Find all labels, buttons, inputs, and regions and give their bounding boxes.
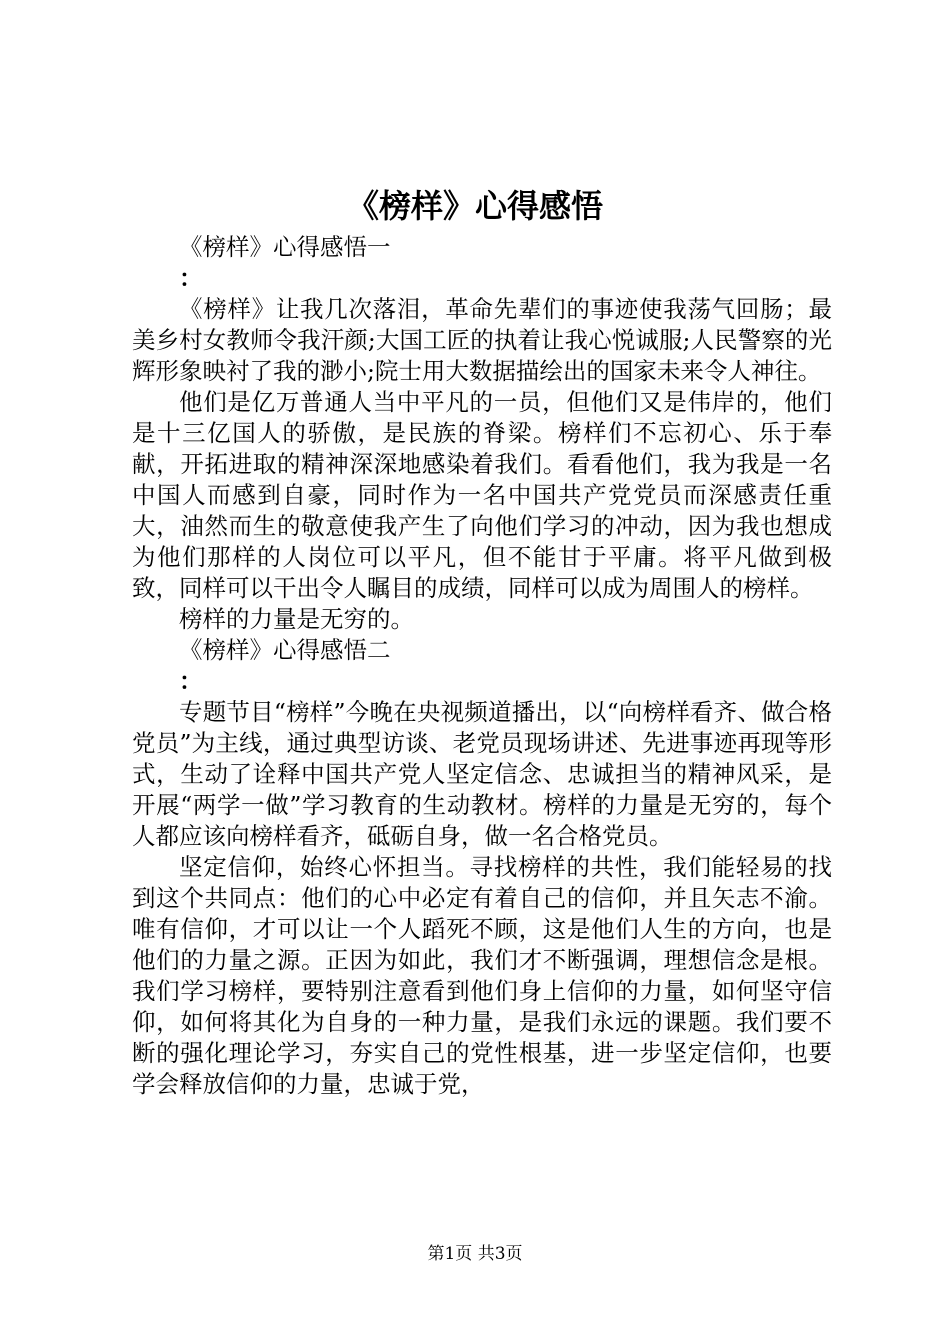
page-title: 《榜样》心得感悟	[346, 187, 603, 225]
page-footer: 第1页 共3页	[427, 1244, 523, 1264]
section-heading-2: 《榜样》心得感悟二	[179, 636, 391, 664]
body-paragraph: 坚定信仰，始终心怀担当。寻找榜样的共性，我们能轻易的找到这个共同点：他们的心中必定有着自己的信仰，并且矢志不渝。唯有信仰，才可以让一个人蹈死不顾，这是他们人生的方向，也是他们的力量之源。正因为如此，我们才不断强调，理想信念是根。我们学习榜样，要特别注意看到他们身上信仰的力量，如何坚守信仰，如何将其化为自身的一种力量，是我们永远的课题。我们要不断的强化理论学习，夯实自己的党性根基，进一步坚定信仰，也要学会释放信仰的力量，忠诚于党，	[132, 853, 832, 1098]
section-heading-1: 《榜样》心得感悟一	[179, 233, 391, 261]
section-colon-1: ：	[179, 264, 203, 292]
body-paragraph: 他们是亿万普通人当中平凡的一员，但他们又是伟岸的，他们是十三亿国人的骄傲，是民族的脊梁。榜样们不忘初心、乐于奉献，开拓进取的精神深深地感染着我们。看看他们，我为我是一名中国人而感到自豪，同时作为一名中国共产党党员而深感责任重大，油然而生的敬意使我产生了向他们学习的冲动，因为我也想成为他们那样的人岗位可以平凡，但不能甘于平庸。将平凡做到极致，同样可以干出令人瞩目的成绩，同样可以成为周围人的榜样。	[132, 388, 832, 602]
body-paragraph: 榜样的力量是无穷的。	[179, 605, 414, 633]
section-colon-2: ：	[179, 667, 203, 695]
body-paragraph: 专题节目“榜样”今晚在央视频道播出，以“向榜样看齐、做合格党员”为主线，通过典型访谈、老党员现场讲述、先进事迹再现等形式，生动了诠释中国共产党人坚定信念、忠诚担当的精神风采，是开展“两学一做”学习教育的生动教材。榜样的力量是无穷的，每个人都应该向榜样看齐，砥砺自身，做一名合格党员。	[132, 698, 832, 850]
document-body	[132, 232, 832, 1100]
body-paragraph: 《榜样》让我几次落泪，革命先辈们的事迹使我荡气回肠；最美乡村女教师令我汗颜;大国工匠的执着让我心悦诚服;人民警察的光辉形象映衬了我的渺小;院士用大数据描绘出的国家未来令人神往。	[132, 295, 832, 385]
